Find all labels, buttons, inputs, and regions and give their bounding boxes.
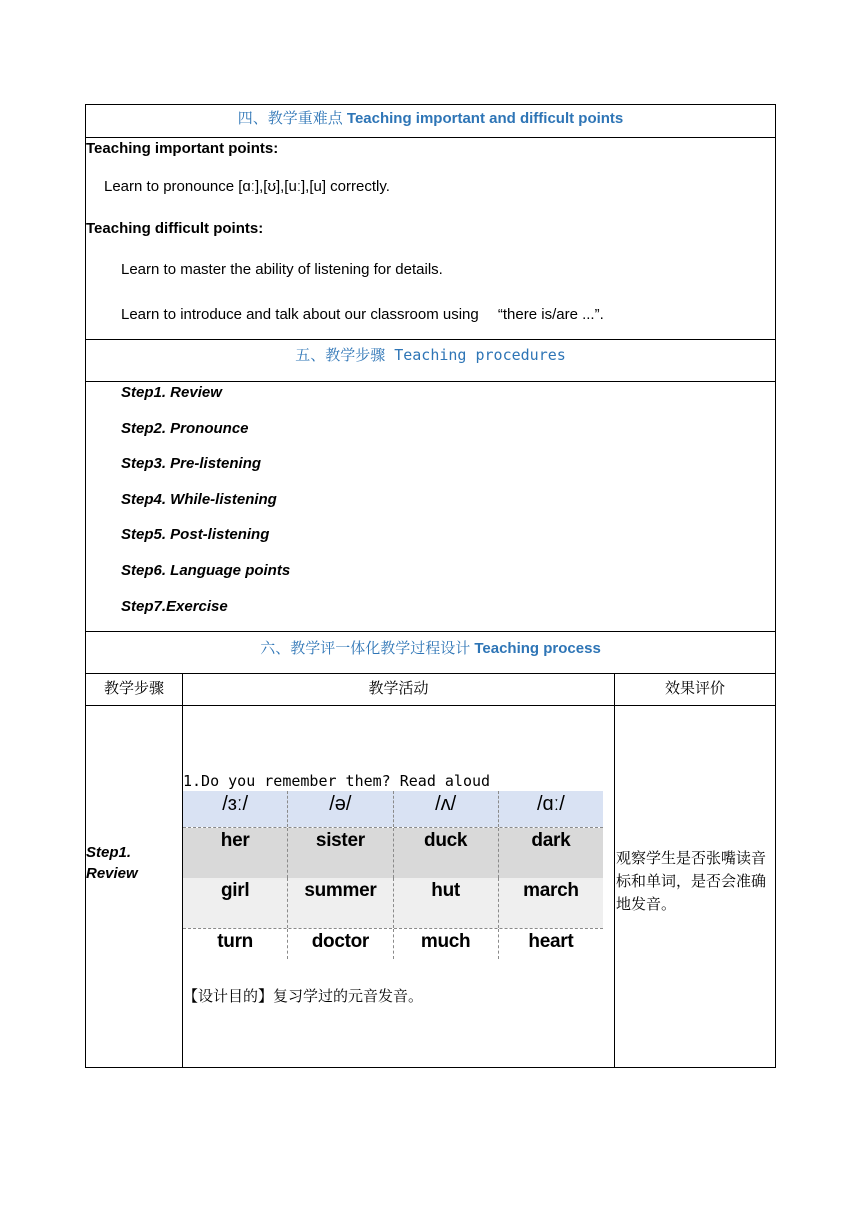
sound-symbol: /ə/ (288, 791, 393, 827)
step-item: Step5. Post-listening (121, 526, 270, 543)
table-divider (85, 137, 776, 138)
section6-heading: 六、教学评一体化教学过程设计 Teaching process (260, 640, 601, 657)
word-cell: duck (394, 828, 499, 878)
activity-prompt: 1.Do you remember them? Read aloud (183, 772, 491, 790)
step-item: Step7.Exercise (121, 598, 228, 615)
sound-symbol: /ʌ/ (394, 791, 499, 827)
word-cell: much (394, 929, 499, 959)
sound-symbol: /ɜː/ (183, 791, 288, 827)
difficult-points-label: Teaching difficult points: (86, 220, 264, 237)
word-cell: her (183, 828, 288, 878)
word-cell: dark (531, 830, 571, 851)
section5-heading: 五、教学步骤 Teaching procedures (295, 346, 566, 364)
word-cell: hut (394, 878, 499, 928)
word-cell: march (523, 880, 579, 901)
table-divider (85, 705, 776, 706)
word-cell: summer (288, 878, 393, 928)
table-divider (85, 339, 776, 340)
column-header-evaluation: 效果评价 (664, 680, 725, 697)
table-divider (85, 381, 776, 382)
difficult-point-2: Learn to introduce and talk about our classroom using “there is/are ...”. (121, 306, 604, 323)
step-item: Step2. Pronounce (121, 420, 249, 437)
word-row (183, 828, 603, 878)
word-row (183, 878, 603, 928)
design-purpose: 【设计目的】复习学过的元音发音。 (183, 988, 424, 1005)
word-cell: sister (288, 828, 393, 878)
vowel-sound-table (183, 791, 603, 959)
column-header-activity: 教学活动 (368, 680, 429, 697)
word-cell: heart (528, 931, 574, 952)
step1-label: Step1. Review (86, 844, 138, 882)
step-item: Step4. While-listening (121, 491, 277, 508)
important-points-label: Teaching important points: (86, 140, 279, 157)
difficult-point-1: Learn to master the ability of listening for details. (121, 261, 443, 278)
column-header-steps: 教学步骤 (103, 680, 164, 697)
sound-symbol: /ɑː/ (536, 793, 565, 815)
step-item: Step6. Language points (121, 562, 291, 579)
section4-heading: 四、教学重难点 Teaching important and difficult points (237, 110, 624, 127)
important-points-text: Learn to pronounce [ɑː],[ʊ],[uː],[u] correctly. (104, 178, 390, 195)
table-divider (85, 673, 776, 674)
table-divider (85, 631, 776, 632)
word-cell: girl (183, 878, 288, 928)
word-row (183, 929, 603, 959)
step-item: Step3. Pre-listening (121, 455, 262, 472)
evaluation-text: 观察学生是否张嘴读音标和单词，是否会准确地发音。 (616, 849, 767, 913)
word-cell: doctor (288, 929, 393, 959)
column-divider (614, 673, 615, 1068)
sound-header-row (183, 791, 603, 827)
step-item: Step1. Review (121, 384, 222, 401)
word-cell: turn (183, 929, 288, 959)
